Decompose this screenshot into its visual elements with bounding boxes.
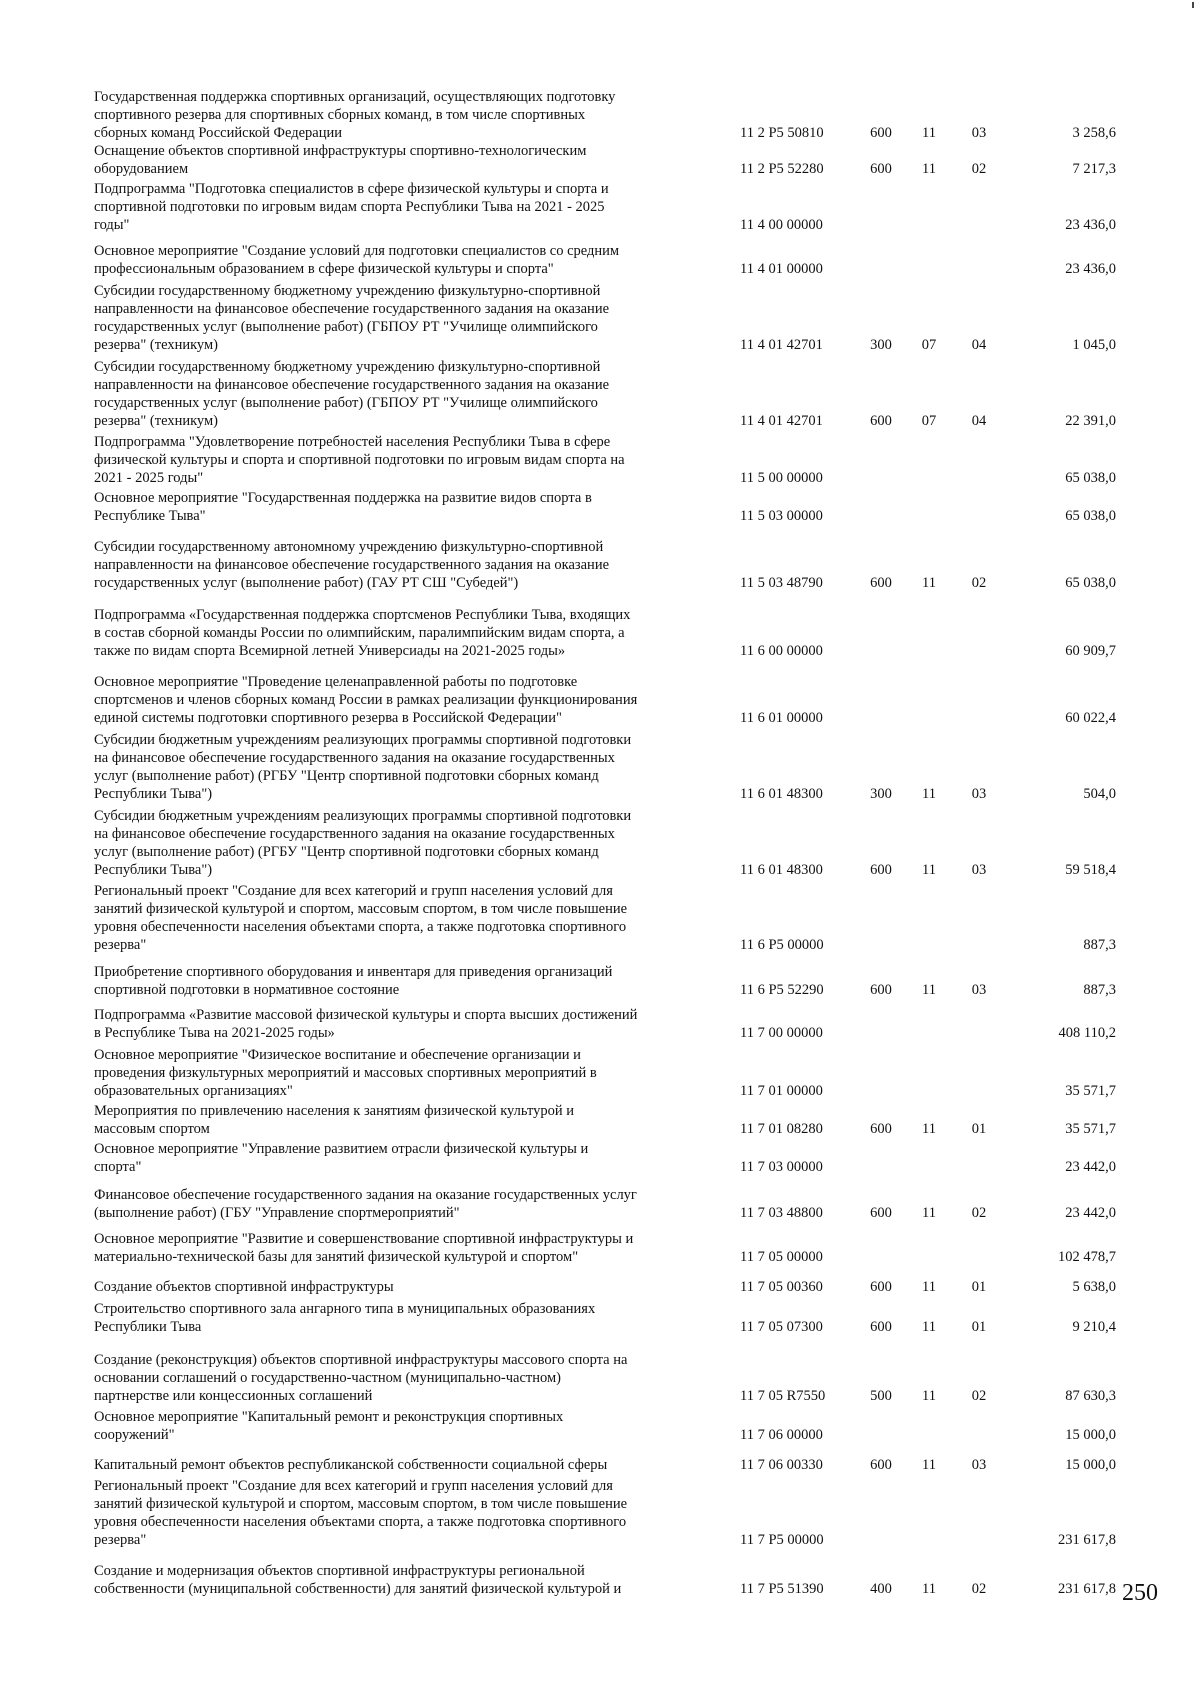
row-section: 11 [922, 1121, 936, 1137]
table-row [0, 1006, 1200, 1042]
row-section: 07 [921, 337, 937, 353]
row-section: 11 [922, 1279, 936, 1295]
row-code: 11 5 03 00000 [740, 508, 823, 524]
row-code: 11 7 P5 51390 [740, 1581, 824, 1597]
table-row [0, 1102, 1200, 1138]
row-name: Создание и модернизация объектов спортивной инфраструктуры региональной собственности (муниципальной собственности) для занятий физической культурой и [94, 1563, 622, 1597]
row-code: 11 4 01 42701 [740, 413, 823, 429]
row-section: 11 [922, 862, 936, 878]
row-expense-type: 600 [870, 1457, 892, 1473]
row-section: 11 [922, 1388, 936, 1404]
row-code: 11 7 05 00000 [740, 1249, 823, 1265]
row-code: 11 6 P5 52290 [740, 982, 824, 998]
row-subsection: 01 [971, 1121, 987, 1137]
row-amount: 15 000,0 [1065, 1427, 1116, 1443]
table-row [0, 433, 1200, 487]
row-name: Строительство спортивного зала ангарного типа в муниципальных образованиях Республики Тыва [94, 1301, 596, 1335]
row-amount: 60 022,4 [1065, 710, 1116, 726]
row-amount: 23 442,0 [1065, 1159, 1116, 1175]
row-amount: 35 571,7 [1065, 1121, 1116, 1137]
row-code: 11 4 01 00000 [740, 261, 823, 277]
row-amount: 59 518,4 [1065, 862, 1116, 878]
row-name: Приобретение спортивного оборудования и инвентаря для приведения организаций спортивной подготовки в нормативное состояние [94, 964, 613, 998]
row-code: 11 4 00 00000 [740, 217, 823, 233]
row-amount: 231 617,8 [1058, 1581, 1116, 1597]
row-name: Государственная поддержка спортивных организаций, осуществляющих подготовку спортивного резерва для спортивных сборных команд, в том числе спортивных сборных команд Российской Федерации [94, 89, 616, 141]
row-subsection: 02 [971, 575, 987, 591]
table-row [0, 673, 1200, 727]
table-row [0, 1278, 1200, 1296]
row-name: Региональный проект "Создание для всех категорий и групп населения условий для занятий физической культурой и спортом, массовым спортом, в том числе повышение уровня обеспеченности населения объектами спорта, а также подготовка спортивного резерва" [94, 883, 628, 953]
table-row [0, 1351, 1200, 1405]
table-row [0, 358, 1200, 430]
table-row [0, 1186, 1200, 1222]
row-amount: 102 478,7 [1058, 1249, 1116, 1265]
row-expense-type: 600 [870, 1279, 892, 1295]
page-number: 250 [1122, 1580, 1158, 1606]
table-row [0, 180, 1200, 234]
row-subsection: 04 [971, 413, 987, 429]
table-row [0, 807, 1200, 879]
row-section: 11 [922, 1205, 936, 1221]
row-expense-type: 600 [870, 1319, 892, 1335]
row-amount: 3 258,6 [1072, 125, 1116, 141]
row-section: 11 [922, 1319, 936, 1335]
row-amount: 408 110,2 [1058, 1025, 1116, 1041]
row-name: Подпрограмма «Развитие массовой физической культуры и спорта высших достижений в Республике Тыва на 2021-2025 годы» [94, 1007, 638, 1041]
row-name: Субсидии государственному бюджетному учреждению физкультурно-спортивной направленности на финансовое обеспечение государственного задания на оказание государственных услуг (выполнение работ) (ГБПОУ РТ "Училище олимпийского резерва" (техникум) [94, 283, 610, 353]
row-name: Субсидии бюджетным учреждениям реализующих программы спортивной подготовки на финансовое обеспечение государственного задания на оказание государственных услуг (выполнение работ) (РГБУ "Центр спортивной подготовки сборных команд Республики Тыва") [94, 808, 632, 878]
row-amount: 35 571,7 [1065, 1083, 1116, 1099]
row-name: Субсидии государственному автономному учреждению физкультурно-спортивной направленности на финансовое обеспечение государственного задания на оказание государственных услуг (выполнение работ) (ГАУ РТ СШ "Субедей") [94, 539, 610, 591]
table-row [0, 1230, 1200, 1266]
row-name: Основное мероприятие "Капитальный ремонт и реконструкция спортивных сооружений" [94, 1409, 564, 1443]
row-name: Основное мероприятие "Проведение целенаправленной работы по подготовке спортсменов и членов сборных команд России в рамках реализации функционирования единой системы подготовки спортивного резерва в Российской Федерации" [94, 674, 638, 726]
table-row [0, 1456, 1200, 1474]
row-subsection: 02 [971, 1205, 987, 1221]
table-row [0, 1300, 1200, 1336]
table-row [0, 731, 1200, 803]
row-code: 11 6 01 00000 [740, 710, 823, 726]
row-code: 11 7 06 00330 [740, 1457, 823, 1473]
row-name: Мероприятия по привлечению населения к занятиям физической культурой и массовым спортом [94, 1103, 575, 1137]
row-code: 11 6 01 48300 [740, 862, 823, 878]
row-section: 11 [922, 982, 936, 998]
row-amount: 65 038,0 [1065, 575, 1116, 591]
table-row [0, 142, 1200, 178]
row-expense-type: 600 [870, 575, 892, 591]
row-name: Основное мероприятие "Развитие и совершенствование спортивной инфраструктуры и материально-технической базы для занятий физической культурой и спортом" [94, 1231, 634, 1265]
row-section: 11 [922, 786, 936, 802]
row-section: 11 [922, 575, 936, 591]
row-expense-type: 600 [870, 125, 892, 141]
table-row [0, 1046, 1200, 1100]
row-expense-type: 300 [870, 337, 892, 353]
row-amount: 65 038,0 [1065, 470, 1116, 486]
row-amount: 60 909,7 [1065, 643, 1116, 659]
row-section: 11 [922, 161, 936, 177]
row-code: 11 7 05 00360 [740, 1279, 823, 1295]
row-amount: 23 436,0 [1065, 261, 1116, 277]
row-name: Создание (реконструкция) объектов спортивной инфраструктуры массового спорта на основании соглашений о государственно-частном (муниципально-частном) партнерстве или концессионных соглашений [94, 1352, 628, 1404]
row-code: 11 4 01 42701 [740, 337, 823, 353]
row-expense-type: 400 [870, 1581, 892, 1597]
row-amount: 5 638,0 [1072, 1279, 1116, 1295]
row-code: 11 7 03 48800 [740, 1205, 823, 1221]
row-name: Основное мероприятие "Создание условий для подготовки специалистов со средним профессиональным образованием в сфере физической культуры и спорта" [94, 243, 620, 277]
row-expense-type: 600 [870, 413, 892, 429]
row-expense-type: 500 [870, 1388, 892, 1404]
row-name: Региональный проект "Создание для всех категорий и групп населения условий для занятий физической культурой и спортом, массовым спортом, в том числе повышение уровня обеспеченности населения объектами спорта, а также подготовка спортивного резерва" [94, 1478, 628, 1548]
row-name: Подпрограмма «Государственная поддержка спортсменов Республики Тыва, входящих в состав сборной команды России по олимпийским, паралимпийским видам спорта, а также по видам спорта Всемирной летней Универсиады на 2021-2025 годы» [94, 607, 631, 659]
row-code: 11 5 03 48790 [740, 575, 823, 591]
row-amount: 65 038,0 [1065, 508, 1116, 524]
row-name: Основное мероприятие "Государственная поддержка на развитие видов спорта в Республике Тыва" [94, 490, 592, 524]
row-subsection: 03 [971, 786, 987, 802]
row-code: 11 2 P5 50810 [740, 125, 824, 141]
row-code: 11 7 01 00000 [740, 1083, 823, 1099]
row-subsection: 02 [971, 1581, 987, 1597]
row-code: 11 7 05 07300 [740, 1319, 823, 1335]
row-subsection: 03 [971, 982, 987, 998]
table-row [0, 882, 1200, 954]
row-amount: 22 391,0 [1065, 413, 1116, 429]
row-section: 11 [922, 1581, 936, 1597]
row-code: 11 7 03 00000 [740, 1159, 823, 1175]
row-subsection: 02 [971, 1388, 987, 1404]
row-code: 11 6 P5 00000 [740, 937, 824, 953]
row-section: 11 [922, 125, 936, 141]
row-subsection: 02 [971, 161, 987, 177]
row-name: Субсидии бюджетным учреждениям реализующих программы спортивной подготовки на финансовое обеспечение государственного задания на оказание государственных услуг (выполнение работ) (РГБУ "Центр спортивной подготовки сборных команд Республики Тыва") [94, 732, 632, 802]
table-row [0, 606, 1200, 660]
row-expense-type: 300 [870, 786, 892, 802]
row-code: 11 2 P5 52280 [740, 161, 824, 177]
table-row [0, 242, 1200, 278]
row-code: 11 6 01 48300 [740, 786, 823, 802]
row-amount: 87 630,3 [1065, 1388, 1116, 1404]
row-code: 11 7 P5 00000 [740, 1532, 824, 1548]
row-section: 11 [922, 1457, 936, 1473]
row-expense-type: 600 [870, 1205, 892, 1221]
row-name: Основное мероприятие "Управление развитием отрасли физической культуры и спорта" [94, 1141, 589, 1175]
row-code: 11 5 00 00000 [740, 470, 823, 486]
table-row [0, 963, 1200, 999]
row-expense-type: 600 [870, 982, 892, 998]
row-code: 11 7 06 00000 [740, 1427, 823, 1443]
row-amount: 23 436,0 [1065, 217, 1116, 233]
row-code: 11 7 05 R7550 [740, 1388, 826, 1404]
row-amount: 504,0 [1083, 786, 1116, 802]
row-expense-type: 600 [870, 1121, 892, 1137]
row-expense-type: 600 [870, 161, 892, 177]
table-row [0, 1562, 1200, 1598]
row-subsection: 01 [971, 1319, 987, 1335]
table-row [0, 489, 1200, 525]
row-amount: 9 210,4 [1072, 1319, 1116, 1335]
row-amount: 231 617,8 [1058, 1532, 1116, 1548]
table-row [0, 538, 1200, 592]
row-name: Основное мероприятие "Физическое воспитание и обеспечение организации и проведения физкультурных мероприятий и массовых спортивных мероприятий в образовательных организациях" [94, 1047, 597, 1099]
table-row [0, 282, 1200, 354]
row-code: 11 7 00 00000 [740, 1025, 823, 1041]
row-amount: 887,3 [1083, 937, 1116, 953]
row-amount: 887,3 [1083, 982, 1116, 998]
row-subsection: 03 [971, 1457, 987, 1473]
table-row [0, 1477, 1200, 1549]
row-amount: 23 442,0 [1065, 1205, 1116, 1221]
row-expense-type: 600 [870, 862, 892, 878]
row-amount: 15 000,0 [1065, 1457, 1116, 1473]
row-name: Финансовое обеспечение государственного задания на оказание государственных услуг (выполнение работ) (ГБУ "Управление спортмероприятий" [94, 1187, 637, 1221]
row-name: Создание объектов спортивной инфраструктуры [94, 1279, 394, 1295]
row-amount: 1 045,0 [1072, 337, 1116, 353]
row-name: Оснащение объектов спортивной инфраструктуры спортивно-технологическим оборудованием [94, 143, 587, 177]
row-code: 11 6 00 00000 [740, 643, 823, 659]
row-subsection: 01 [971, 1279, 987, 1295]
row-name: Подпрограмма "Удовлетворение потребностей населения Республики Тыва в сфере физической культуры и спорта и спортивной подготовки по игровым видам спорта на 2021 - 2025 годы" [94, 434, 625, 486]
table-row [0, 1408, 1200, 1444]
table-row [0, 1140, 1200, 1176]
row-name: Субсидии государственному бюджетному учреждению физкультурно-спортивной направленности на финансовое обеспечение государственного задания на оказание государственных услуг (выполнение работ) (ГБПОУ РТ "Училище олимпийского резерва" (техникум) [94, 359, 610, 429]
row-subsection: 04 [971, 337, 987, 353]
row-subsection: 03 [971, 125, 987, 141]
row-amount: 7 217,3 [1072, 161, 1116, 177]
row-subsection: 03 [971, 862, 987, 878]
scan-edge-mark [1192, 2, 1194, 8]
table-row [0, 88, 1200, 142]
row-name: Капитальный ремонт объектов республиканской собственности социальной сферы [94, 1457, 608, 1473]
row-name: Подпрограмма "Подготовка специалистов в сфере физической культуры и спорта и спортивной подготовки по игровым видам спорта Республики Тыва на 2021 - 2025 годы" [94, 181, 609, 233]
row-section: 07 [921, 413, 937, 429]
row-code: 11 7 01 08280 [740, 1121, 823, 1137]
